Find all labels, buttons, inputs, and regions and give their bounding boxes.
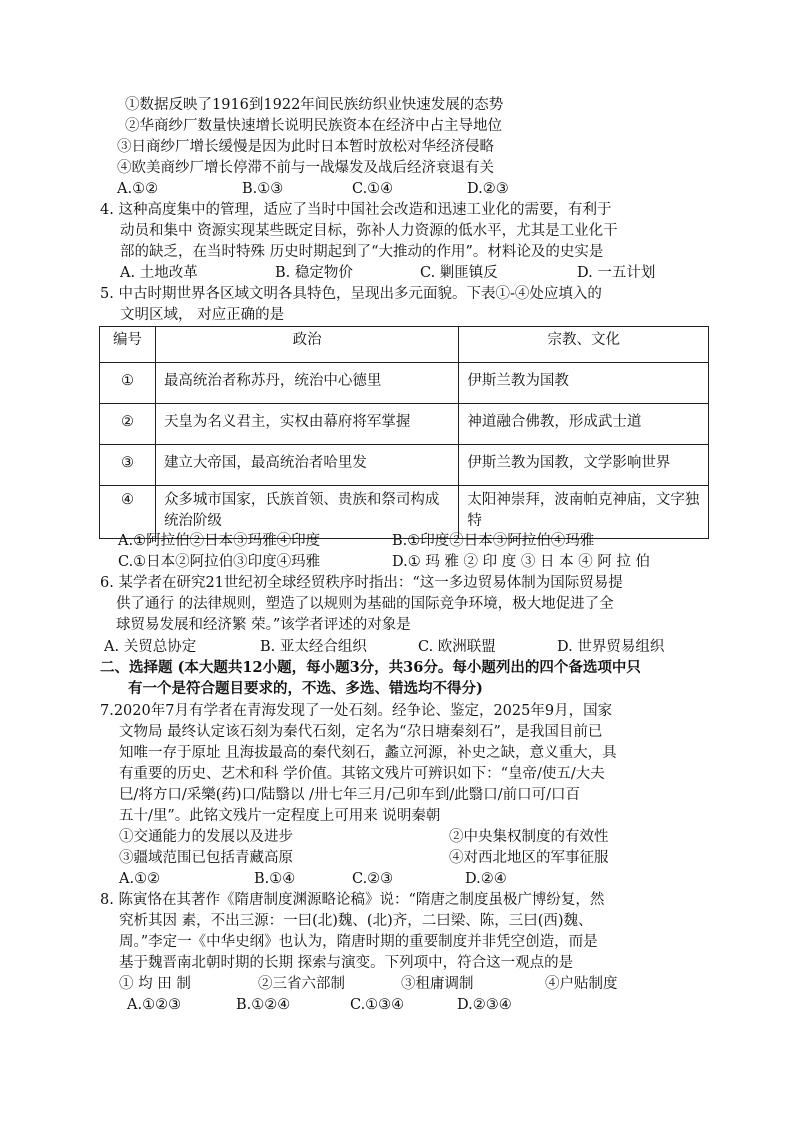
table-cell: ④ (100, 486, 156, 539)
q7-stem-line-4: 有重要的历史、艺术和科 学价值。其铭文残片可辨识如下：“皇帝/使五/大夫 (119, 766, 605, 782)
q5-option-a: A.①阿拉伯②日本③玛雅④印度 (118, 533, 321, 549)
q8-option-d: D.②③④ (457, 997, 512, 1013)
q7-option-a: A.①② (119, 871, 161, 887)
q4-option-b: B. 稳定物价 (275, 265, 353, 281)
table-cell: 神道融合佛教，形成武士道 (459, 404, 709, 445)
q6-stem-line-2: 供了通行 的法律规则，塑造了以规则为基础的国际竞争环境，极大地促进了全 (116, 596, 614, 612)
q4-stem-line-1: 4. 这种高度集中的管理，适应了当时中国社会改造和迅速工业化的需要，有利于 (100, 202, 612, 218)
section-2-heading-cont: 有一个是符合题目要求的，不选、多选、错选均不得分) (128, 680, 483, 697)
q8-statement-1: ① 均 田 制 (119, 976, 191, 992)
table-header-row (100, 327, 709, 363)
q7-stem-line-5: 巳/将方口/采樂(药)口/陆翳以 /卅七年三月/己卯车到/此翳口/前口可/口百 (119, 787, 581, 803)
q6-option-a: A. 关贸总协定 (104, 639, 197, 655)
table-cell: 伊斯兰教为国教，文学影响世界 (459, 445, 709, 486)
section-2-heading: 二、选择题 (本大题共12小题，每小题3分，共36分。每小题列出的四个备选项中只 (100, 659, 641, 676)
q8-statement-3: ③租庸调制 (401, 976, 474, 992)
q5-option-d: D.① 玛 雅 ② 印 度 ③ 日 本 ④ 阿 拉 伯 (392, 554, 651, 570)
table-cell: 太阳神崇拜，波南帕克神庙，文字独特 (459, 486, 709, 539)
q7-statement-3: ③疆域范围已包括青藏高原 (119, 850, 293, 866)
q4-option-d: D. 一五计划 (577, 265, 656, 281)
q4-stem-line-3: 部的缺乏，在当时特殊 历史时期起到了“大推动的作用”。材料论及的史实是 (120, 244, 604, 260)
q8-stem-line-4: 基于魏晋南北朝时期的长期 探索与演变。下列项中，符合这一观点的是 (119, 955, 574, 971)
q3-statement-3: ③日商纱厂增长缓慢是因为此时日本暂时放松对华经济侵略 (117, 139, 494, 155)
table-cell: 伊斯兰教为国教 (459, 363, 709, 404)
q8-stem-line-2: 究析其因 素，不出三源：一曰(北)魏、(北)齐，二曰梁、陈，三曰(西)魏、 (119, 913, 593, 929)
table-cell: ③ (100, 445, 156, 486)
table-row (100, 445, 709, 486)
q7-statement-1: ①交通能力的发展以及进步 (119, 829, 293, 845)
q4-option-a: A. 土地改革 (120, 265, 198, 281)
q7-option-d: D.②④ (465, 871, 507, 887)
table-cell: 建立大帝国，最高统治者哈里发 (155, 445, 458, 486)
q6-stem-line-3: 球贸易发展和经济繁 荣。”该学者评述的对象是 (116, 617, 411, 633)
table-header-cell: 政治 (155, 327, 458, 363)
q7-stem-line-2: 文物局 最终认定该石刻为秦代石刻，定名为“尕日塘秦刻石”，是我国目前已 (119, 724, 603, 740)
q4-stem-line-2: 动员和集中 资源实现某些既定目标，弥补人力资源的低水平，尤其是工业化干 (120, 223, 618, 239)
q3-option-a: A.①② (117, 181, 159, 197)
table-header-cell: 编号 (100, 327, 156, 363)
q5-stem-line-1: 5. 中古时期世界各区域文明各具特色，呈现出多元面貌。下表①-④处应填入的 (100, 286, 602, 302)
q5-option-c: C.①日本②阿拉伯③印度④玛雅 (118, 554, 321, 570)
table-row (100, 404, 709, 445)
q8-statement-2: ②三省六部制 (258, 976, 345, 992)
q7-stem-line-3: 知唯一存于原址 且海拔最高的秦代刻石，蠡立河源，补史之缺，意义重大，具 (119, 745, 617, 761)
table-cell: 最高统治者称苏丹，统治中心德里 (155, 363, 458, 404)
q6-option-b: B. 亚太经合组织 (260, 639, 367, 655)
q7-statement-4: ④对西北地区的军事征服 (449, 850, 609, 866)
q8-stem-line-3: 周。”李定一《中华史纲》也认为，隋唐时期的重要制度并非凭空创造，而是 (119, 934, 598, 950)
q8-option-c: C.①③④ (350, 997, 405, 1013)
q7-option-c: C.②③ (352, 871, 394, 887)
table-cell: 众多城市国家，氏族首领、贵族和祭司构成统治阶级 (155, 486, 458, 539)
q4-option-c: C. 剿匪镇反 (420, 265, 498, 281)
table-cell: ① (100, 363, 156, 404)
table-header-cell: 宗教、文化 (459, 327, 709, 363)
table-cell: 天皇为名义君主，实权由幕府将军掌握 (155, 404, 458, 445)
q3-statement-4: ④欧美商纱厂增长停滞不前与一战爆发及战后经济衰退有关 (117, 160, 494, 176)
q8-stem-line-1: 8. 陈寅恪在其著作《隋唐制度渊源略论稿》说：“隋唐之制度虽极广博纷复，然 (100, 892, 605, 908)
q3-option-d: D.②③ (467, 181, 509, 197)
q7-option-b: B.①④ (254, 871, 296, 887)
q6-stem-line-1: 6. 某学者在研究21世纪初全球经贸秩序时指出：“这一多边贸易体制为国际贸易提 (100, 575, 623, 591)
q6-option-d: D. 世界贸易组织 (557, 639, 665, 655)
table-row (100, 363, 709, 404)
q8-option-a: A.①②③ (127, 997, 182, 1013)
q7-stem-line-1: 7.2020年7月有学者在青海发现了一处石刻。经争论、鉴定，2025年9月，国家 (100, 703, 613, 719)
q6-option-c: C. 欧洲联盟 (418, 639, 496, 655)
q5-option-b: B.①印度②日本③阿拉伯④玛雅 (392, 533, 595, 549)
q5-stem-line-2: 文明区域， 对应正确的是 (120, 307, 285, 323)
q8-option-b: B.①②④ (236, 997, 291, 1013)
q7-stem-line-6: 五十/里”。此铭文残片一定程度上可用来 说明秦朝 (119, 808, 441, 824)
q3-statement-2: ②华商纱厂数量快速增长说明民族资本在经济中占主导地位 (125, 118, 502, 134)
q3-statement-1: ①数据反映了1916到1922年间民族纺织业快速发展的态势 (125, 97, 504, 113)
table-cell: ② (100, 404, 156, 445)
q3-option-c: C.①④ (352, 181, 394, 197)
q5-table (99, 326, 709, 539)
q7-statement-2: ②中央集权制度的有效性 (449, 829, 609, 845)
q3-option-b: B.①③ (242, 181, 284, 197)
q8-statement-4: ④户贴制度 (545, 976, 618, 992)
